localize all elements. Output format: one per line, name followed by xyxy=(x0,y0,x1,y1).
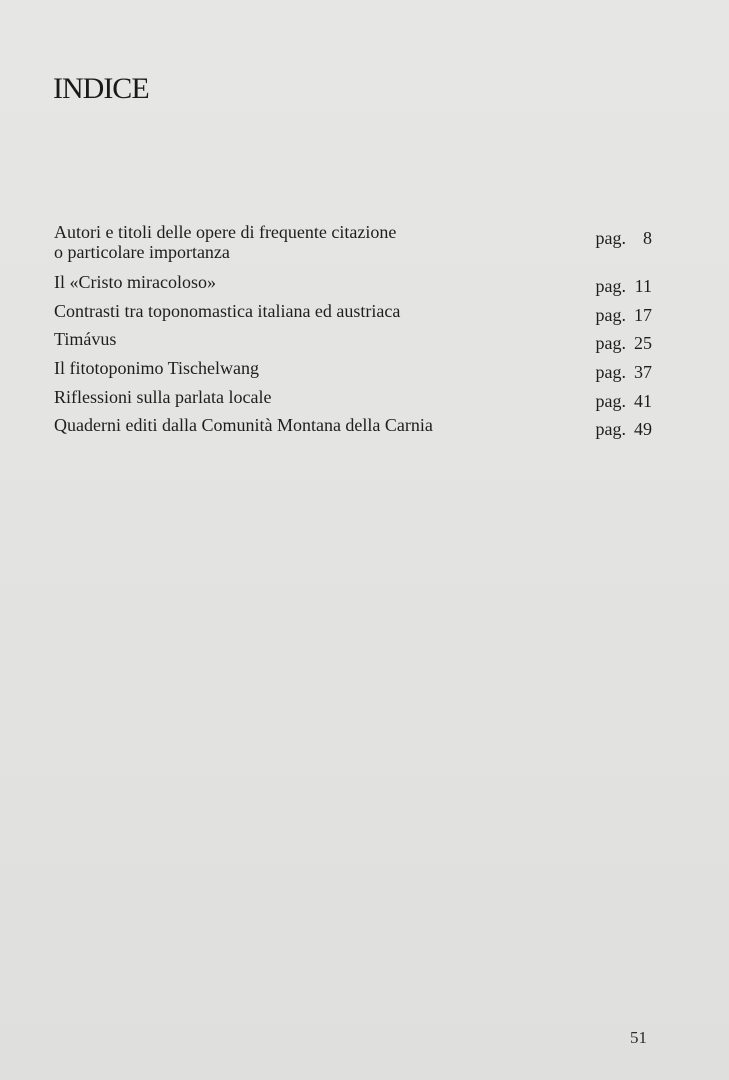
toc-entry-title: Contrasti tra toponomastica italiana ed austriaca xyxy=(54,300,401,321)
toc-entry-page-label: pag. xyxy=(595,419,626,440)
toc-entry-page-number: 49 xyxy=(634,419,652,440)
toc-entry-page xyxy=(596,391,653,411)
table-of-contents xyxy=(54,222,656,444)
toc-entry-page xyxy=(596,305,653,325)
page-number: 51 xyxy=(630,1028,647,1047)
toc-entry-page-number: 25 xyxy=(634,333,652,354)
toc-entry-title-line: o particolare importanza xyxy=(54,242,230,262)
toc-entry-title-line: Autori e titoli delle opere di frequente citazione xyxy=(54,222,397,242)
toc-entry-title: Timávus xyxy=(54,329,117,350)
toc-entry-page-number: 11 xyxy=(634,276,652,296)
toc-entry-title: Il fitotoponimo Tischelwang xyxy=(54,358,260,379)
toc-entry-page-number: 37 xyxy=(634,362,652,383)
toc-entry-page-number: 8 xyxy=(643,228,652,248)
toc-entry-page-label: pag. xyxy=(595,362,626,383)
toc-entry-page-number: 41 xyxy=(634,390,652,411)
toc-entry-page-label: pag. xyxy=(595,333,626,354)
toc-entry-title: Quaderni editi dalla Comunità Montana della Carnia xyxy=(54,415,433,436)
toc-entry xyxy=(54,272,656,296)
toc-entry xyxy=(54,386,656,411)
page-title: INDICE xyxy=(53,72,149,105)
toc-entry-title xyxy=(54,222,534,262)
toc-entry-page-number: 17 xyxy=(634,304,652,325)
toc-entry-page-label: pag. xyxy=(595,276,626,296)
toc-entry xyxy=(54,329,656,354)
toc-entry xyxy=(54,300,656,325)
toc-entry-page xyxy=(596,333,653,353)
toc-entry xyxy=(54,222,656,262)
toc-entry-title: Il «Cristo miracoloso» xyxy=(54,272,216,292)
toc-entry-page xyxy=(596,228,653,248)
toc-entry xyxy=(54,358,656,383)
toc-entry-title: Riflessioni sulla parlata locale xyxy=(54,386,272,407)
toc-entry-page xyxy=(596,362,653,382)
toc-entry xyxy=(54,415,656,440)
toc-entry-page xyxy=(596,419,653,439)
toc-entry-page-label: pag. xyxy=(595,228,626,248)
toc-entry-page-label: pag. xyxy=(595,304,626,325)
toc-entry-page xyxy=(596,276,653,296)
toc-entry-page-label: pag. xyxy=(595,390,626,411)
